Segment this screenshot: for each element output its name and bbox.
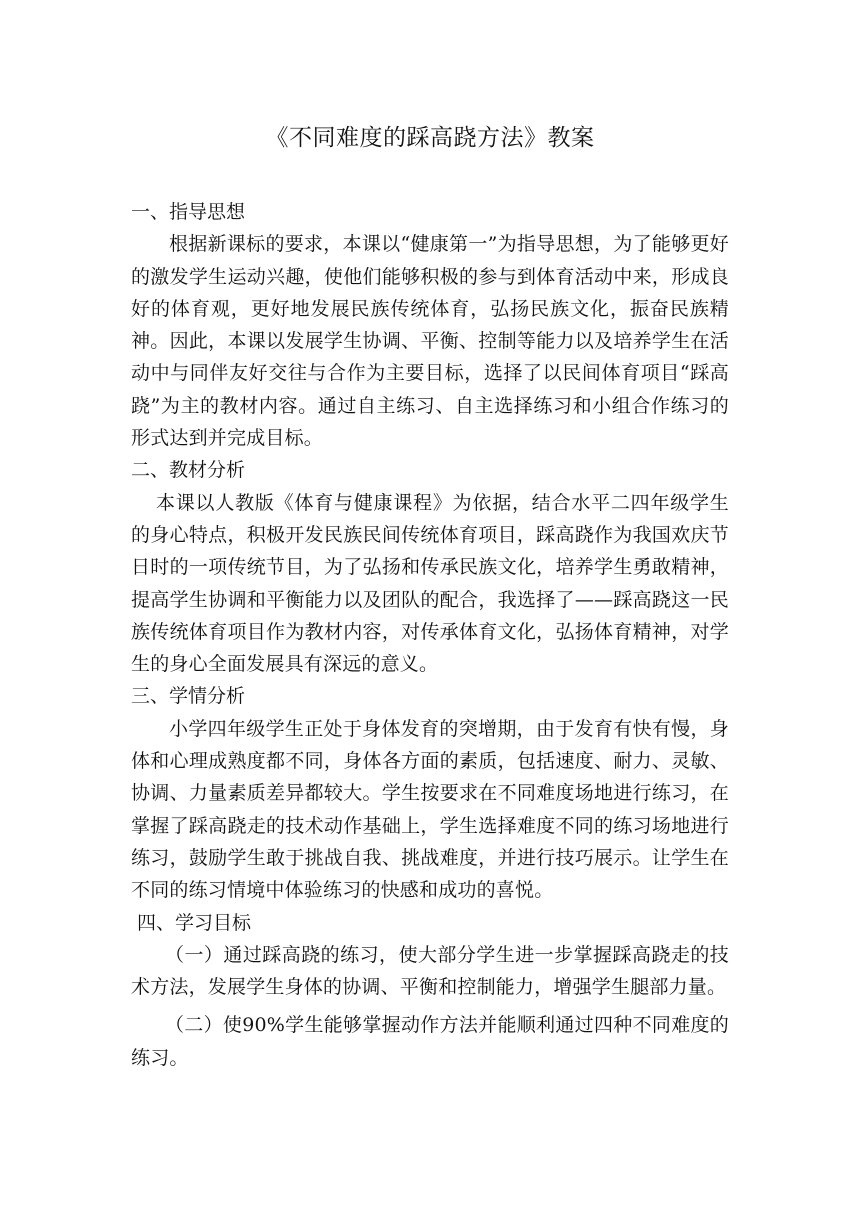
paragraph-material-analysis: 本课以人教版《体育与健康课程》为依据，结合水平二四年级学生的身心特点，积极开发民族民间传统体育项目，踩高跷作为我国欢庆节日时的一项传统节目，为了弘扬和传承民族文化，培养学生勇敢精神，提高学生协调和平衡能力以及团队的配合，我选择了——踩高跷这一民族传统体育项目作为教材内容，对传承体育文化，弘扬体育精神，对学生的身心全面发展具有深远的意义。 xyxy=(131,491,729,676)
section-heading-student-analysis: 三、学情分析 xyxy=(131,685,246,708)
document-title: 《不同难度的踩高跷方法》教案 xyxy=(265,125,595,151)
document-body xyxy=(131,196,729,1074)
section-heading-guiding-thought: 一、指导思想 xyxy=(131,201,246,223)
paragraph-learning-goal-2: （二）使90%学生能够掌握动作方法并能顺利通过四种不同难度的练习。 xyxy=(131,1014,729,1069)
paragraph-guiding-thought: 根据新课标的要求，本课以“健康第一”为指导思想，为了能够更好的激发学生运动兴趣，使他们能够积极的参与到体育活动中来，形成良好的体育观，更好地发展民族传统体育，弘扬民族文化，振奋民族精神。因此，本课以发展学生协调、平衡、控制等能力以及培养学生在活动中与同伴友好交往与合作为主要目标，选择了以民间体育项目“踩高跷”为主的教材内容。通过自主练习、自主选择练习和小组合作练习的形式达到并完成目标。 xyxy=(131,233,729,450)
section-heading-material-analysis: 二、教材分析 xyxy=(131,459,246,482)
paragraph-learning-goal-1: （一）通过踩高跷的练习，使大部分学生进一步掌握踩高跷走的技术方法，发展学生身体的协调、平衡和控制能力，增强学生腿部力量。 xyxy=(131,943,729,999)
section-heading-learning-goals: 四、学习目标 xyxy=(137,911,252,934)
paragraph-student-analysis: 小学四年级学生正处于身体发育的突增期，由于发育有快有慢，身体和心理成熟度都不同，身体各方面的素质，包括速度、耐力、灵敏、协调、力量素质差异都较大。学生按要求在不同难度场地进行练习，在掌握了踩高跷走的技术动作基础上，学生选择难度不同的练习场地进行练习，鼓励学生敢于挑战自我、挑战难度，并进行技巧展示。让学生在不同的练习情境中体验练习的快感和成功的喜悦。 xyxy=(131,717,729,902)
